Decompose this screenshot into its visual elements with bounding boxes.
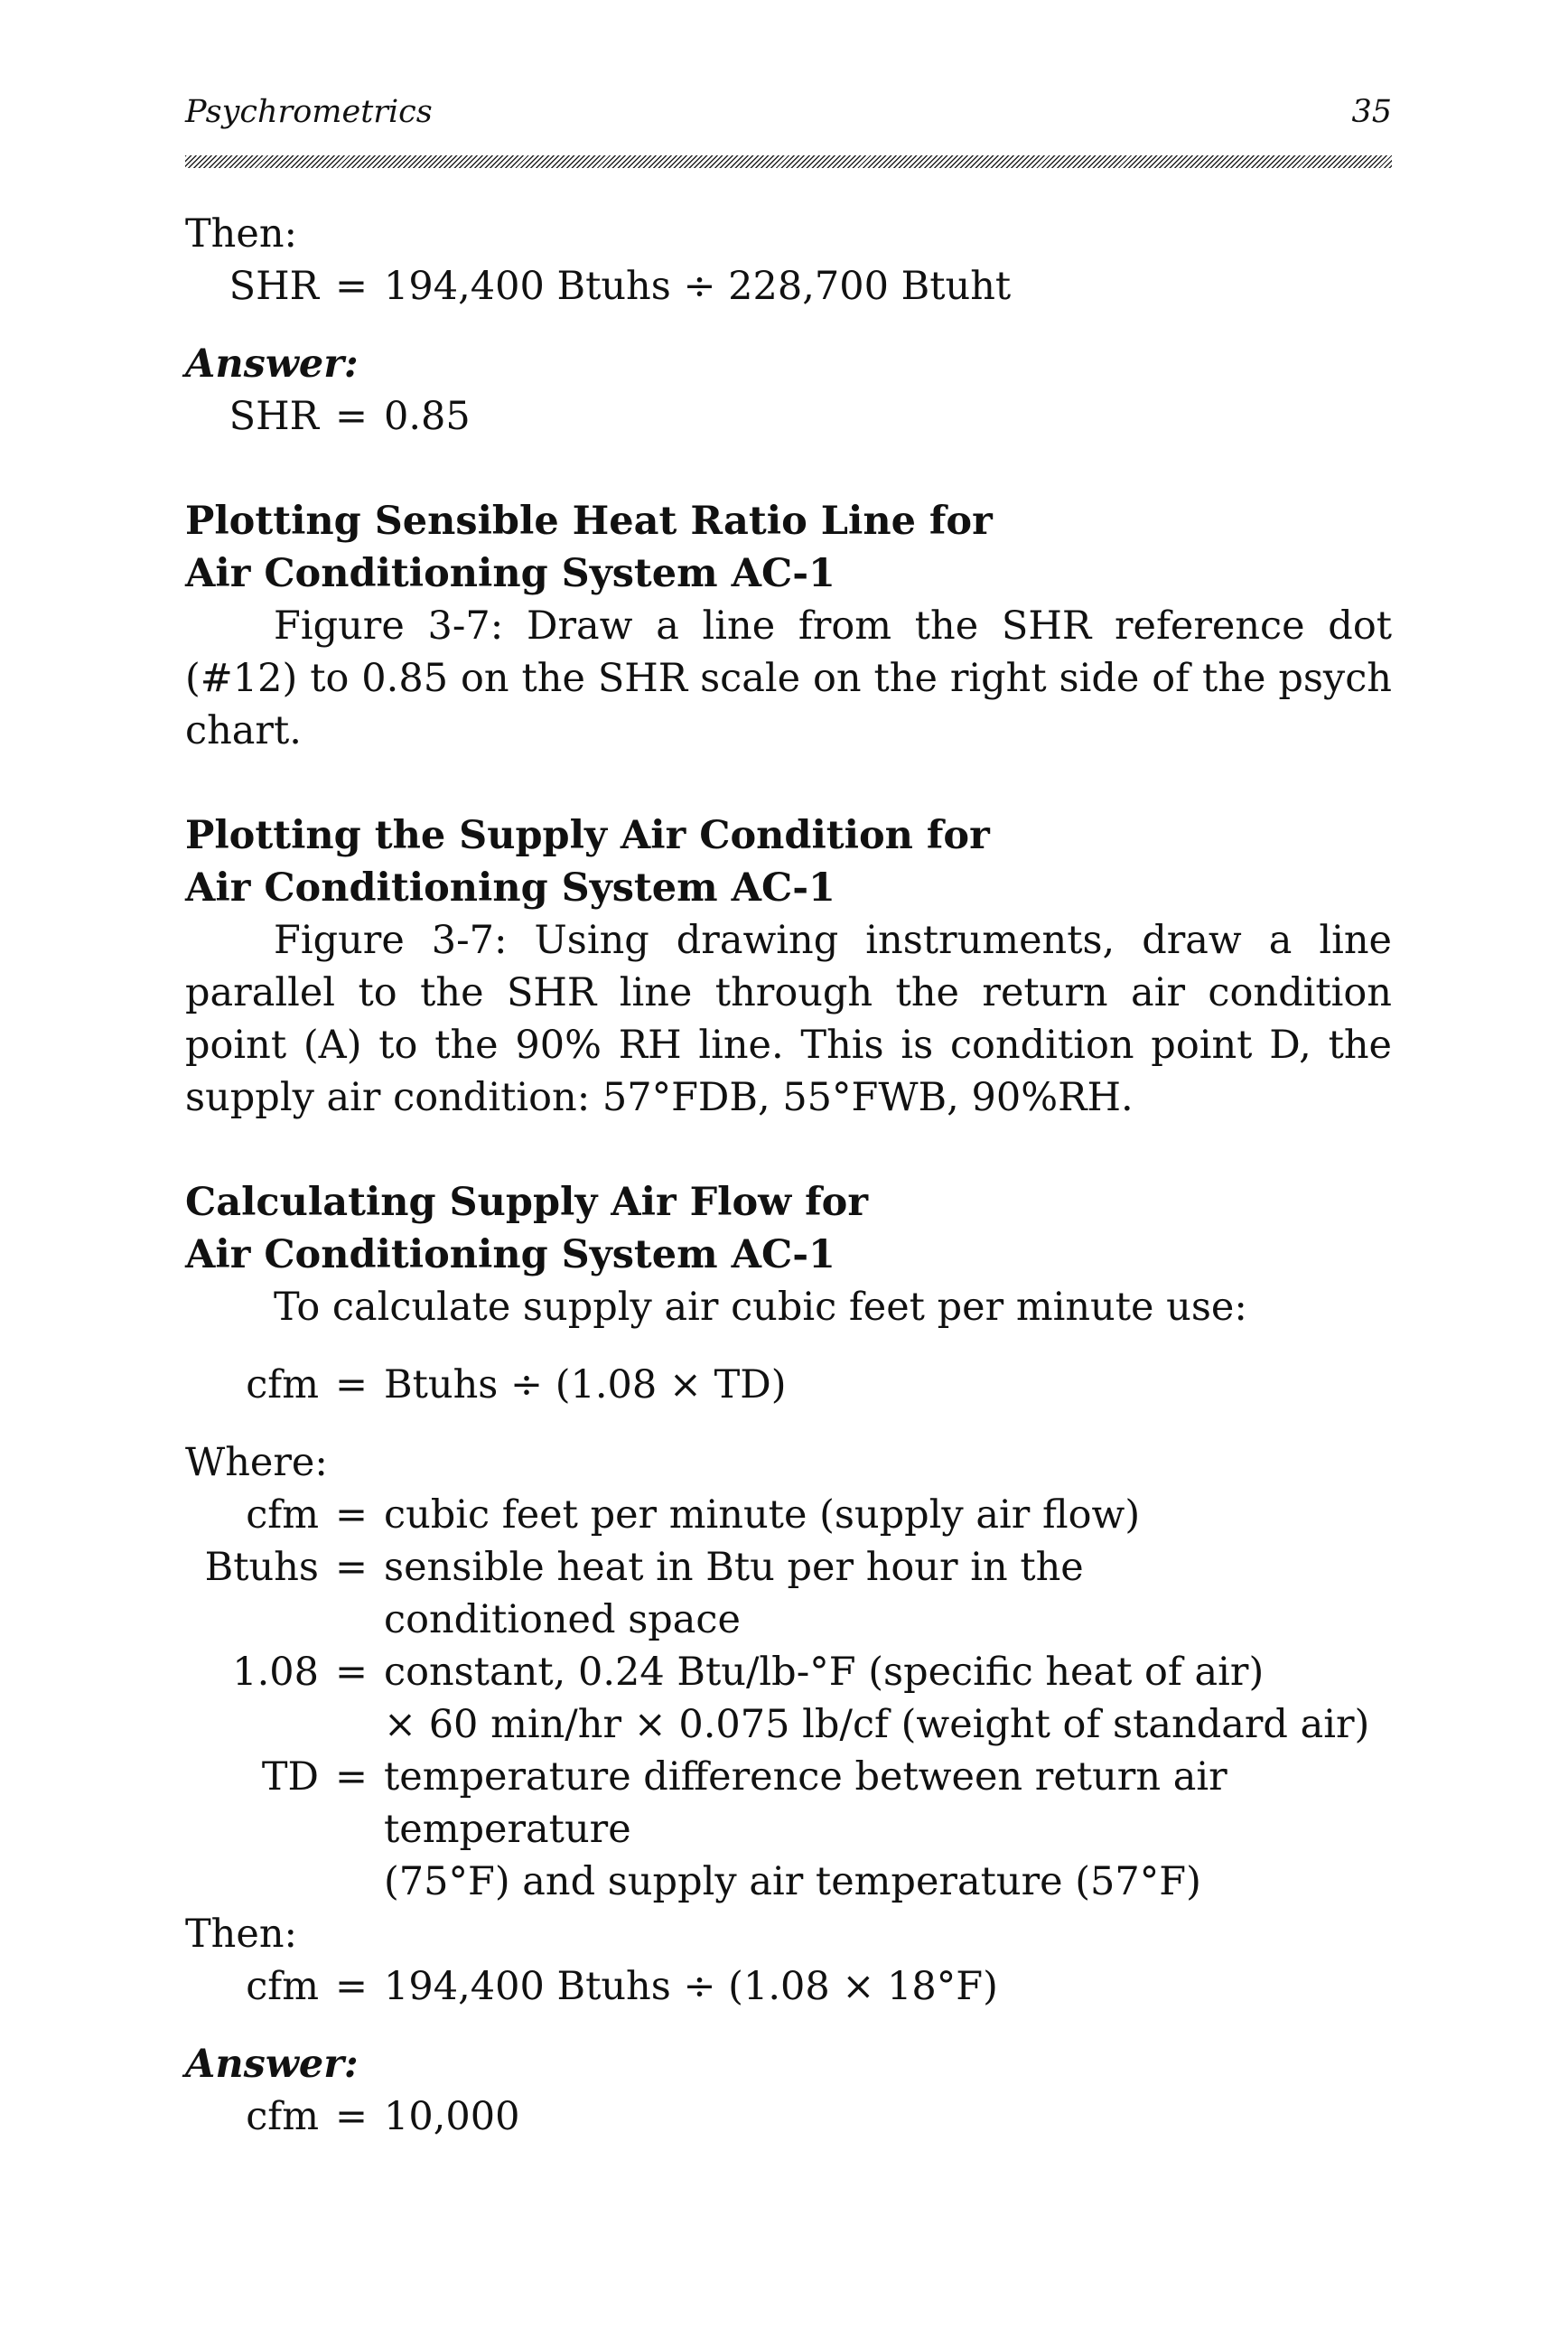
section-paragraph: Figure 3-7: Draw a line from the SHR reference dot (#12) to 0.85 on the SHR scale on the right side of the psych chart. — [185, 603, 1392, 753]
answer-lhs: cfm — [246, 2094, 319, 2139]
answer-operator: = — [334, 394, 369, 439]
definition-operator: = — [334, 1754, 369, 1800]
definition-operator: = — [334, 1650, 369, 1695]
definition-line: sensible heat in Btu per hour in the — [384, 1545, 1084, 1590]
shr-equation — [185, 260, 1392, 313]
header-rule — [185, 155, 1392, 168]
section-heading: Calculating Supply Air Flow for — [185, 1180, 868, 1225]
definition-line: temperature — [384, 1807, 631, 1852]
cfm-calculation — [185, 1960, 1392, 2013]
equation-rhs: 194,400 Btuhs ÷ 228,700 Btuht — [384, 264, 1012, 309]
chapter-title: Psychrometrics — [185, 94, 433, 130]
definition-row — [185, 1751, 1392, 1908]
calc-operator: = — [334, 1964, 369, 2009]
definition-line: cubic feet per minute (supply air flow) — [384, 1492, 1141, 1538]
cfm-answer — [185, 2090, 1392, 2143]
answer-lhs: SHR — [229, 394, 319, 439]
answer-label: Answer: — [185, 341, 359, 387]
answer-value: 10,000 — [384, 2094, 520, 2139]
section-heading: Air Conditioning System AC-1 — [185, 865, 835, 911]
equation-operator: = — [334, 264, 369, 309]
shr-answer — [185, 390, 1392, 443]
section-heading: Plotting the Supply Air Condition for — [185, 813, 990, 858]
definition-text — [384, 1489, 1392, 1541]
formula-operator: = — [334, 1362, 369, 1407]
formula-rhs: Btuhs ÷ (1.08 × TD) — [384, 1362, 787, 1407]
definition-term: 1.08 — [232, 1650, 319, 1695]
definition-term: Btuhs — [204, 1545, 319, 1590]
definition-operator: = — [334, 1545, 369, 1590]
answer-operator: = — [334, 2094, 369, 2139]
definition-line: constant, 0.24 Btu/lb-°F (specific heat of air) — [384, 1650, 1265, 1695]
then-label: Then: — [185, 211, 298, 257]
cfm-formula — [185, 1359, 1392, 1411]
definition-row — [185, 1541, 1392, 1646]
definition-text — [384, 1751, 1392, 1908]
section-heading: Plotting Sensible Heat Ratio Line for — [185, 499, 993, 544]
section-intro: To calculate supply air cubic feet per minute use: — [274, 1285, 1247, 1330]
section-heading: Air Conditioning System AC-1 — [185, 1232, 835, 1277]
formula-lhs: cfm — [246, 1362, 319, 1407]
where-label: Where: — [185, 1440, 328, 1485]
page-number: 35 — [1351, 94, 1392, 130]
definition-operator: = — [334, 1492, 369, 1538]
definition-line: × 60 min/hr × 0.075 lb/cf (weight of standard air) — [384, 1702, 1370, 1747]
definition-line: temperature difference between return air — [384, 1754, 1227, 1800]
running-header — [185, 94, 1392, 145]
definition-text — [384, 1541, 1392, 1646]
definition-term: cfm — [246, 1492, 319, 1538]
answer-label: Answer: — [185, 2042, 359, 2087]
equation-lhs: SHR — [229, 264, 319, 309]
calc-rhs: 194,400 Btuhs ÷ (1.08 × 18°F) — [384, 1964, 998, 2009]
definition-text — [384, 1646, 1392, 1751]
then-label: Then: — [185, 1912, 298, 1957]
answer-value: 0.85 — [384, 394, 471, 439]
definition-line: conditioned space — [384, 1597, 741, 1642]
section-paragraph: Figure 3-7: Using drawing instruments, draw a line parallel to the SHR line through the return air condition point (A) to the 90% RH line. This is condition point D, the supply air condition: 57°FDB, 55°FWB, 90%RH. — [185, 918, 1392, 1120]
definition-term: TD — [261, 1754, 319, 1800]
definition-row — [185, 1489, 1392, 1541]
section-heading: Air Conditioning System AC-1 — [185, 551, 835, 596]
definition-row — [185, 1646, 1392, 1751]
body-text — [185, 208, 1392, 2143]
calc-lhs: cfm — [246, 1964, 319, 2009]
definition-line: (75°F) and supply air temperature (57°F) — [384, 1859, 1201, 1904]
